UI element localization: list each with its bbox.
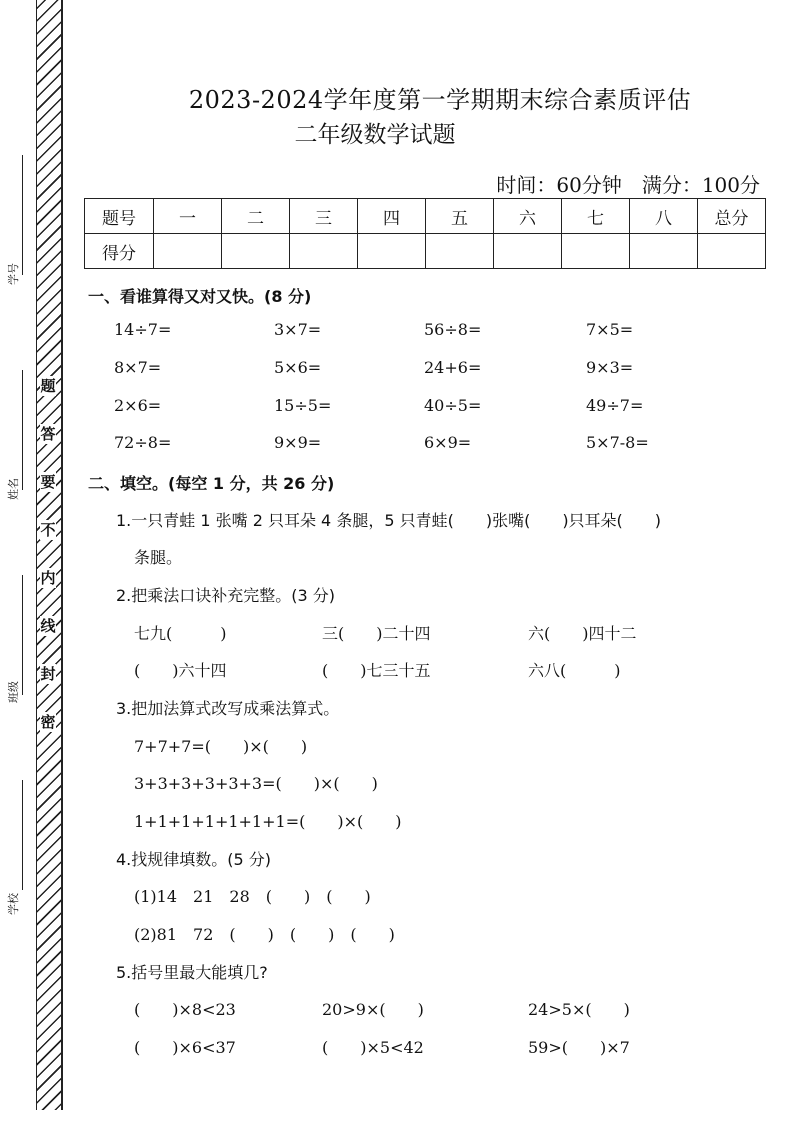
q2-item: 七九( ) [134, 624, 227, 643]
calc-item: 3×7= [274, 320, 322, 339]
q4-item: (1)14 21 28 ( ) ( ) [134, 887, 371, 906]
seal-char: 不 [40, 521, 56, 539]
score-entry-cell[interactable] [562, 234, 630, 269]
name-line [22, 370, 23, 490]
q5-title: 5.括号里最大能填几? [116, 963, 268, 982]
exam-title: 2023-2024学年度第一学期期末综合素质评估 [188, 86, 692, 114]
calc-item: 14÷7= [114, 320, 172, 339]
score-cell: 八 [630, 199, 698, 234]
calc-item: 24+6= [424, 358, 482, 377]
section2-heading: 二、填空。(每空 1 分，共 26 分) [88, 474, 335, 493]
calc-item: 40÷5= [424, 396, 482, 415]
q2-item: ( )六十四 [134, 661, 227, 680]
q1-line2: 条腿。 [134, 548, 183, 567]
score-entry-cell[interactable] [222, 234, 290, 269]
q4-item: (2)81 72 ( ) ( ) ( ) [134, 925, 395, 944]
score-cell: 一 [154, 199, 222, 234]
q4-title: 4.找规律填数。(5 分) [116, 850, 272, 869]
q3-item: 1+1+1+1+1+1+1=( )×( ) [134, 812, 402, 831]
score-entry-cell[interactable] [154, 234, 222, 269]
q5-item: 59>( )×7 [528, 1038, 630, 1057]
score-entry-cell[interactable] [358, 234, 426, 269]
q2-title: 2.把乘法口诀补充完整。(3 分) [116, 586, 336, 605]
calc-item: 56÷8= [424, 320, 482, 339]
school-label: 学校 [7, 893, 20, 915]
seal-char: 内 [40, 569, 56, 587]
q2-item: 六八( ) [528, 661, 621, 680]
score-label-cell: 得分 [85, 234, 154, 269]
calc-item: 9×9= [274, 433, 322, 452]
calc-item: 7×5= [586, 320, 634, 339]
score-cell: 题号 [85, 199, 154, 234]
calc-item: 5×7-8= [586, 433, 649, 452]
calc-item: 2×6= [114, 396, 162, 415]
score-table [84, 198, 766, 269]
seal-char: 题 [40, 377, 56, 395]
seal-char: 线 [40, 617, 56, 635]
q5-item: 20>9×( ) [322, 1000, 424, 1019]
score-table-score-row [85, 234, 766, 269]
calc-item: 49÷7= [586, 396, 644, 415]
q5-item: ( )×8<23 [134, 1000, 236, 1019]
q5-item: 24>5×( ) [528, 1000, 630, 1019]
score-entry-cell[interactable] [698, 234, 766, 269]
q2-item: 三( )二十四 [322, 624, 431, 643]
exam-subtitle: 二年级数学试题 [294, 122, 456, 148]
class-line [22, 575, 23, 695]
calc-item: 8×7= [114, 358, 162, 377]
calc-item: 9×3= [586, 358, 634, 377]
score-entry-cell[interactable] [290, 234, 358, 269]
calc-item: 5×6= [274, 358, 322, 377]
calc-item: 15÷5= [274, 396, 332, 415]
q3-item: 3+3+3+3+3+3=( )×( ) [134, 774, 378, 793]
name-label: 姓名 [7, 478, 20, 500]
student-no-line [22, 155, 23, 275]
seal-line-hatch [36, 0, 63, 1110]
score-cell: 六 [494, 199, 562, 234]
q5-item: ( )×5<42 [322, 1038, 424, 1057]
seal-char: 密 [40, 713, 56, 731]
score-entry-cell[interactable] [426, 234, 494, 269]
school-line [22, 780, 23, 890]
score-cell: 四 [358, 199, 426, 234]
calc-item: 6×9= [424, 433, 472, 452]
seal-char: 要 [40, 473, 56, 491]
calc-item: 72÷8= [114, 433, 172, 452]
score-entry-cell[interactable] [494, 234, 562, 269]
score-table-header-row [85, 199, 766, 234]
score-cell: 二 [222, 199, 290, 234]
score-cell: 七 [562, 199, 630, 234]
q3-title: 3.把加法算式改写成乘法算式。 [116, 699, 340, 718]
q2-item: ( )七三十五 [322, 661, 431, 680]
seal-char: 封 [40, 665, 56, 683]
q2-item: 六( )四十二 [528, 624, 637, 643]
time-info: 时间：60分钟 满分：100分 [496, 173, 760, 197]
seal-char: 答 [40, 425, 56, 443]
score-entry-cell[interactable] [630, 234, 698, 269]
score-cell: 三 [290, 199, 358, 234]
score-cell: 五 [426, 199, 494, 234]
q3-item: 7+7+7=( )×( ) [134, 737, 308, 756]
section1-heading: 一、看谁算得又对又快。(8 分) [88, 287, 312, 306]
class-label: 班级 [7, 681, 20, 703]
q5-item: ( )×6<37 [134, 1038, 236, 1057]
student-no-label: 学号 [7, 263, 20, 285]
q1-line1: 1.一只青蛙 1 张嘴 2 只耳朵 4 条腿，5 只青蛙( )张嘴( )只耳朵( ) [116, 511, 662, 530]
binding-margin [0, 0, 70, 1123]
score-cell: 总分 [698, 199, 766, 234]
